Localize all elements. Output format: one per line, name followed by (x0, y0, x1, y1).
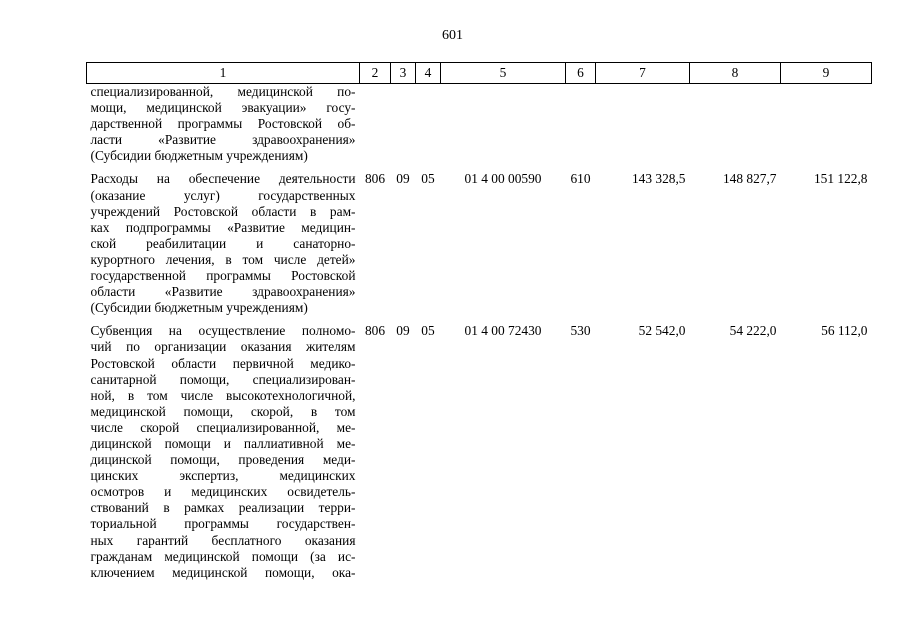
page-number: 601 (442, 28, 463, 43)
table-row (87, 323, 872, 581)
amount-col-7 (596, 84, 690, 172)
description-line: цинских экспертиз, медицинских (90, 468, 356, 484)
description-line: медицинской помощи, скорой, в том (90, 403, 356, 419)
expense-type-code: 530 (570, 323, 591, 339)
target-article-code: 01 4 00 72430 (464, 323, 542, 339)
description-line: Ростовской области первичной медико- (90, 355, 356, 371)
expense-type-code: 610 (570, 171, 591, 187)
section-code: 09 (396, 323, 410, 339)
subsection-code: 05 (421, 171, 435, 187)
description-line: (оказание услуг) государственных (90, 187, 356, 203)
description-line: санитарной помощи, специализирован- (90, 371, 356, 387)
amount-col-7: 52 542,0 (638, 323, 686, 339)
table-row (87, 84, 872, 172)
subsection-code (416, 84, 441, 172)
description-line: учреждений Ростовской области в рам- (90, 203, 356, 219)
description-line: специализированной, медицинской по- (90, 84, 356, 99)
table-body (87, 84, 872, 581)
description-line: Расходы на обеспечение деятельности (90, 171, 356, 187)
table-row (87, 171, 872, 323)
description-line: ласти «Развитие здравоохранения» (90, 132, 356, 148)
amount-col-8: 148 827,7 (722, 171, 777, 187)
description-line: ключением медицинской помощи, ока- (90, 564, 356, 580)
table-header (87, 63, 872, 84)
description-line: области «Развитие здравоохранения» (90, 284, 356, 300)
row-description (87, 84, 360, 172)
description-line: ной, в том числе высокотехнологичной, (90, 387, 356, 403)
amount-col-9: 56 112,0 (821, 323, 868, 339)
section-code: 09 (396, 171, 410, 187)
row-description (87, 323, 360, 581)
header-col-9: 9 (781, 63, 872, 84)
header-col-6: 6 (566, 63, 596, 84)
description-line: мощи, медицинской эвакуации» госу- (90, 100, 356, 116)
subsection-code: 05 (421, 323, 435, 339)
header-col-4: 4 (416, 63, 441, 84)
description-line: государственной программы Ростовской (90, 268, 356, 284)
description-line: чий по организации оказания жителям (90, 339, 356, 355)
header-col-8: 8 (690, 63, 781, 84)
header-col-2: 2 (360, 63, 391, 84)
description-line: ствований в рамках реализации терри- (90, 500, 356, 516)
amount-col-7: 143 328,5 (631, 171, 686, 187)
ministry-code: 806 (364, 323, 386, 339)
amount-col-9 (781, 84, 872, 172)
amount-col-9: 151 122,8 (813, 171, 868, 187)
description-line: дицинской помощи, проведения меди- (90, 452, 356, 468)
description-line: осмотров и медицинских освидетель- (90, 484, 356, 500)
amount-col-8 (690, 84, 781, 172)
header-row (87, 63, 872, 84)
header-col-7: 7 (596, 63, 690, 84)
ministry-code (360, 84, 391, 172)
description-line: числе скорой специализированной, ме- (90, 419, 356, 435)
ministry-code: 806 (364, 171, 386, 187)
section-code (391, 84, 416, 172)
description-line: дарственной программы Ростовской об- (90, 116, 356, 132)
header-col-5: 5 (441, 63, 566, 84)
description-line: курортного лечения, в том числе детей» (90, 251, 356, 267)
header-col-3: 3 (391, 63, 416, 84)
target-article-code: 01 4 00 00590 (464, 171, 542, 187)
description-line: Субвенция на осуществление полномо- (90, 323, 356, 339)
target-article-code (441, 84, 566, 172)
description-line: гражданам медицинской помощи (за ис- (90, 548, 356, 564)
description-line: ториальной программы государствен- (90, 516, 356, 532)
expense-type-code (566, 84, 596, 172)
description-line: ках подпрограммы «Развитие медицин- (90, 219, 356, 235)
description-line: ской реабилитации и санаторно- (90, 235, 356, 251)
row-description (87, 171, 360, 323)
description-line: (Субсидии бюджетным учреждениям) (90, 300, 308, 316)
description-line: дицинской помощи и паллиативной ме- (90, 435, 356, 451)
header-col-1: 1 (87, 63, 360, 84)
budget-table (86, 62, 872, 581)
amount-col-8: 54 222,0 (729, 323, 777, 339)
description-line: (Субсидии бюджетным учреждениям) (90, 148, 308, 164)
description-line: ных гарантий бесплатного оказания (90, 532, 356, 548)
